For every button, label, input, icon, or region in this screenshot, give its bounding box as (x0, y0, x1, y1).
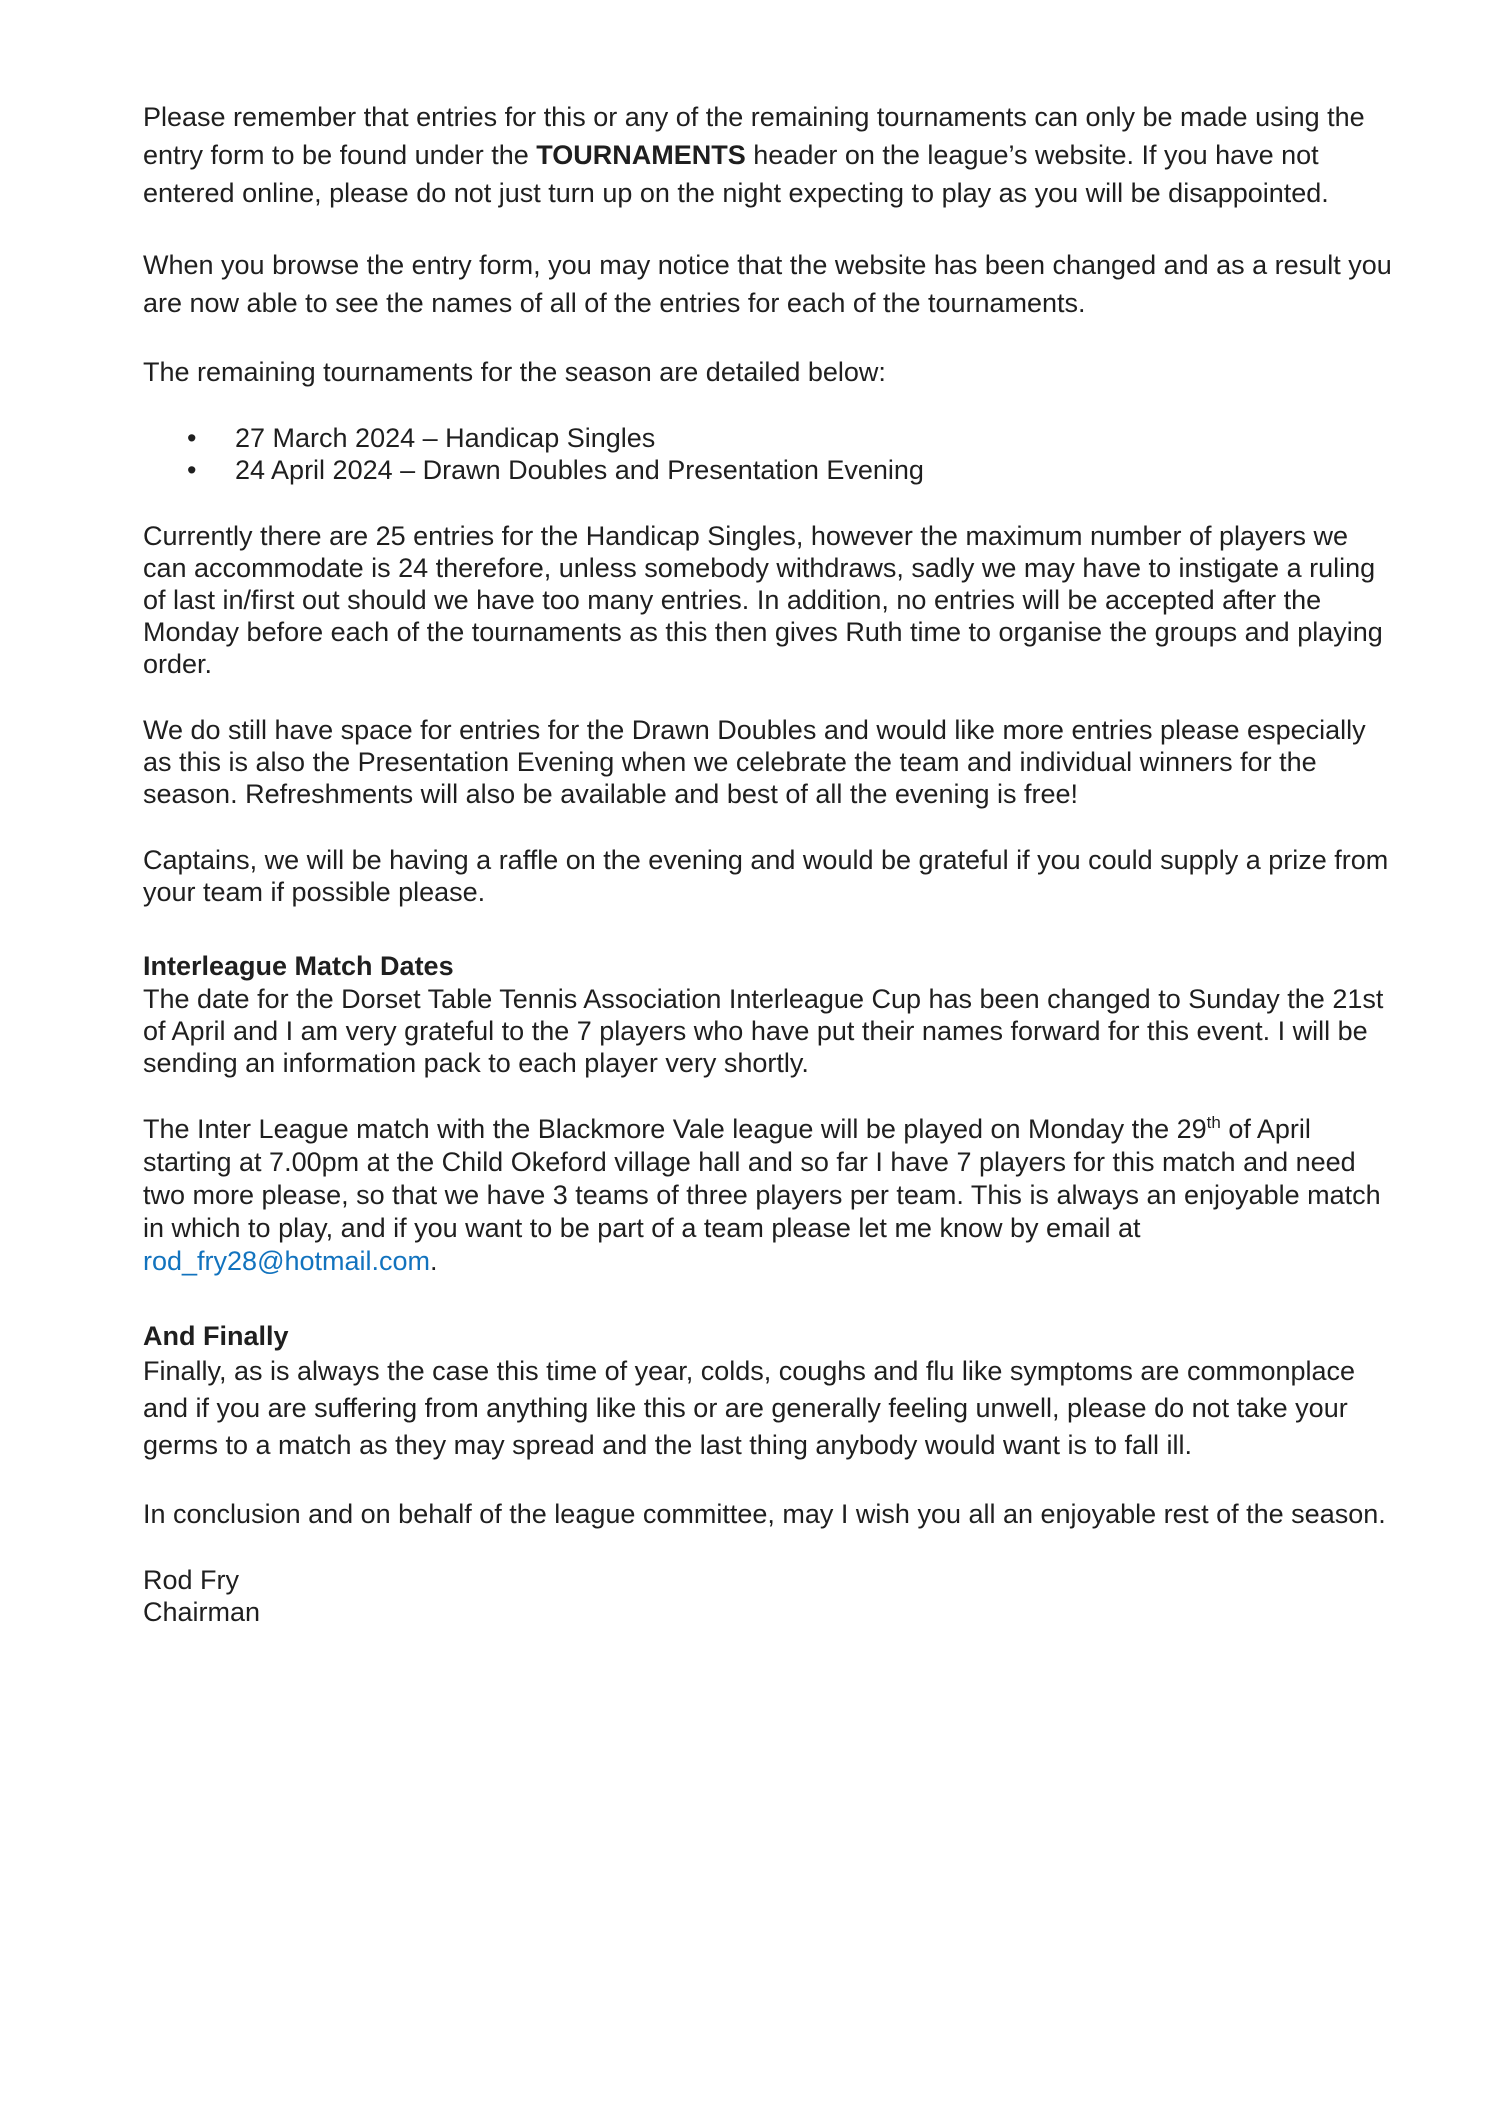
paragraph-raffle-request: Captains, we will be having a raffle on the evening and would be grateful if you could supply a prize from your team if possible please. (143, 845, 1389, 907)
paragraph-blackmore-vale-match (143, 1113, 1393, 1278)
signature-role: Chairman (143, 1597, 261, 1627)
paragraph-illness-advice: Finally, as is always the case this time of year, colds, coughs and flu like symptoms are commonplace and if you are suffering from anything like this or are generally feeling unwell, please do not take your germs to a match as they may spread and the last thing anybody would want is to fall ill. (143, 1356, 1356, 1460)
paragraph-interleague-cup: The date for the Dorset Table Tennis Association Interleague Cup has been changed to Sunday the 21st of April and I am very grateful to the 7 players who have put their names forward for this event. I will be sending an information pack to each player very shortly. (143, 984, 1384, 1078)
tournament-list (143, 422, 1393, 486)
text-run: of April starting at 7.00pm at the Child Okeford village hall and so far I have 7 players for this match and need two more please, so that we have 3 teams of three players per team. This is always an enjoyable match in which to play, and if you want to be part of a team please let me know by email at (143, 1114, 1381, 1243)
signature-name: Rod Fry (143, 1565, 240, 1595)
bullet-icon: • (187, 455, 197, 485)
list-item-handicap-singles (143, 422, 1393, 454)
interleague-match-dates-heading: Interleague Match Dates (143, 951, 454, 981)
text-run: The Inter League match with the Blackmore Vale league will be played on Monday the 29 (143, 1114, 1207, 1144)
paragraph-drawn-doubles-space: We do still have space for entries for the Drawn Doubles and would like more entries please especially as this is also the Presentation Evening when we celebrate the team and individual winners for the season. Refreshments will also be available and best of all the evening is free! (143, 715, 1366, 809)
list-item-text: 24 April 2024 – Drawn Doubles and Presentation Evening (235, 455, 924, 485)
list-item-drawn-doubles (143, 454, 1393, 486)
tournaments-bold-text: TOURNAMENTS (536, 140, 746, 170)
paragraph-conclusion: In conclusion and on behalf of the league committee, may I wish you all an enjoyable rest of the season. (143, 1499, 1386, 1529)
email-link[interactable]: rod_fry28@hotmail.com (143, 1246, 431, 1276)
signature-block (143, 1564, 1393, 1628)
text-run: . (430, 1246, 438, 1276)
bullet-icon: • (187, 423, 197, 453)
ordinal-superscript: th (1206, 1113, 1221, 1132)
and-finally-heading: And Finally (143, 1321, 289, 1351)
section-and-finally (143, 1320, 1393, 1464)
text-run: header on the league’s website. If you have not entered online, please do not just turn up on the night expecting to play as you will be disappointed. (143, 140, 1329, 208)
paragraph-entry-form-notice (143, 98, 1393, 212)
text-run: Please remember that entries for this or any of the remaining tournaments can only be made using the entry form to be found under the (143, 102, 1365, 170)
paragraph-remaining-tournaments-intro: The remaining tournaments for the season are detailed below: (143, 357, 886, 387)
paragraph-website-changed: When you browse the entry form, you may notice that the website has been changed and as a result you are now able to see the names of all of the entries for each of the tournaments. (143, 250, 1392, 318)
paragraph-handicap-entries: Currently there are 25 entries for the Handicap Singles, however the maximum number of players we can accommodate is 24 therefore, unless somebody withdraws, sadly we may have to instigate a ruling of last in/first out should we have too many entries. In addition, no entries will be accepted after the Monday before each of the tournaments as this then gives Ruth time to organise the groups and playing order. (143, 521, 1383, 679)
section-interleague-match-dates (143, 950, 1393, 1079)
list-item-text: 27 March 2024 – Handicap Singles (235, 423, 656, 453)
